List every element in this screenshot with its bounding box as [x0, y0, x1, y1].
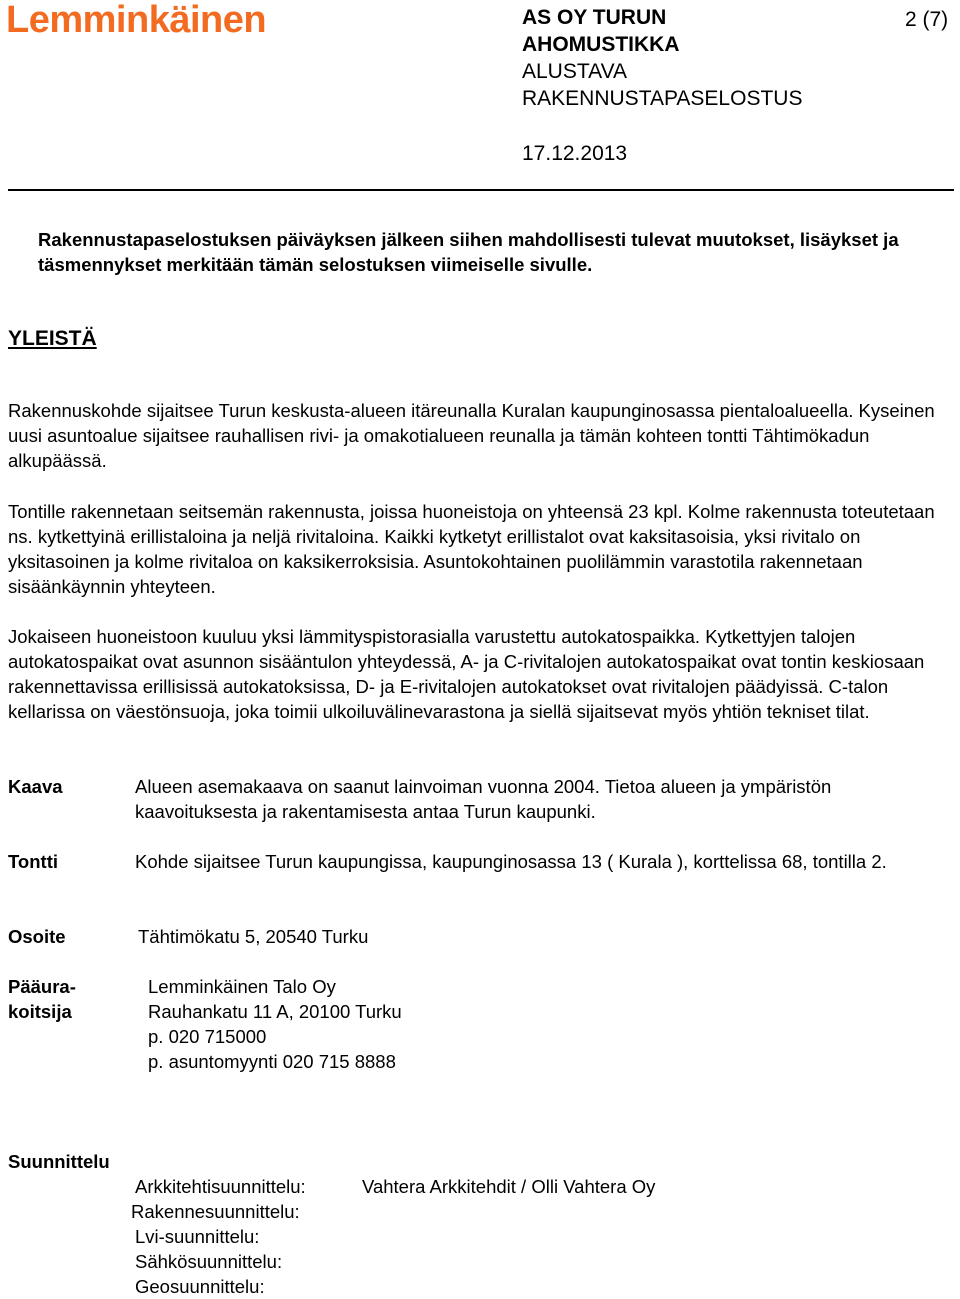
label-suunnittelu: Suunnittelu — [8, 1151, 110, 1172]
page-number: 2 (7) — [905, 8, 949, 31]
contractor-sales-phone: p. asuntomyynti 020 715 8888 — [148, 1051, 396, 1072]
company-logo: Lemminkäinen — [6, 0, 267, 41]
role-geo: Geosuunnittelu: — [135, 1276, 265, 1297]
section-title: YLEISTÄ — [8, 327, 97, 350]
value-kaava: Alueen asemakaava on saanut lainvoiman vuonna 2004. Tietoa alueen ja ympäristön kaavoituksesta ja rakentamisesta antaa Turun kaupunki. — [135, 776, 832, 822]
header-divider — [8, 189, 954, 191]
paragraph-parking: Jokaiseen huoneistoon kuuluu yksi lämmityspistorasialla varustettu autokatospaikka. Kytkettyjen talojen autokatospaikat ovat asunnon sisääntulon yhteydessä, A- ja C-rivitalojen autokatospaikat ovat tontin keskiosaan rakennettavissa erillisissä autokatoksissa, D- ja E-rivitalojen autokatokset ovat rivitalojen päädyissä. C-talon kellarissa on väestönsuoja, joka toimii ulkoiluvälinevarastona ja siellä sijaitsevat myös yhtiön tekniset tilat. — [8, 626, 925, 722]
paragraph-buildings: Tontille rakennetaan seitsemän rakennusta, joissa huoneistoja on yhteensä 23 kpl. Kolme rakennusta toteutetaan ns. kytkettyinä erillistaloina ja neljä rivitaloina. Kaikki kytketyt erillistalot ovat kaksitasoisia, yksi rivitalo on yksitasoinen ja kolme rivitaloa on kaksikerroksisia. Asuntokohtainen puolilämmin varastotila rakennetaan sisäänkäynnin yhteyteen. — [8, 501, 935, 597]
contractor-address: Rauhankatu 11 A, 20100 Turku — [148, 1001, 402, 1022]
paragraph-location: Rakennuskohde sijaitsee Turun keskusta-alueen itäreunalla Kuralan kaupunginosassa pientaloalueella. Kyseinen uusi asuntoalue sijaitsee rauhallisen rivi- ja omakotialueen reunalla ja tämän kohteen tontti Tähtimökadun alkupäässä. — [8, 400, 935, 471]
label-kaava: Kaava — [8, 776, 63, 797]
role-lvi: Lvi-suunnittelu: — [135, 1226, 260, 1247]
doc-status: ALUSTAVA — [522, 60, 628, 83]
doc-title-line1: AS OY TURUN — [522, 6, 667, 29]
doc-date: 17.12.2013 — [522, 142, 628, 165]
role-rakenne: Rakennesuunnittelu: — [131, 1201, 300, 1222]
role-arkkitehti: Arkkitehtisuunnittelu: — [135, 1176, 306, 1197]
contractor-name: Lemminkäinen Talo Oy — [148, 976, 336, 997]
role-sahko: Sähkösuunnittelu: — [135, 1251, 283, 1272]
doc-title-line2: AHOMUSTIKKA — [522, 33, 680, 56]
contractor-phone: p. 020 715000 — [148, 1026, 267, 1047]
value-osoite: Tähtimökatu 5, 20540 Turku — [138, 926, 369, 947]
role-arkkitehti-value: Vahtera Arkkitehdit / Olli Vahtera Oy — [362, 1176, 656, 1197]
label-tontti: Tontti — [8, 851, 58, 872]
intro-note: Rakennustapaselostuksen päiväyksen jälkeen siihen mahdollisesti tulevat muutokset, lisäykset ja täsmennykset merkitään tämän selostuksen viimeiselle sivulle. — [38, 229, 899, 275]
label-osoite: Osoite — [8, 926, 66, 947]
label-paaurakoitsija-2: koitsija — [8, 1001, 72, 1022]
value-tontti: Kohde sijaitsee Turun kaupungissa, kaupunginosassa 13 ( Kurala ), korttelissa 68, tontilla 2. — [135, 851, 887, 872]
label-paaurakoitsija-1: Pääura- — [8, 976, 76, 997]
doc-type: RAKENNUSTAPASELOSTUS — [522, 87, 803, 110]
